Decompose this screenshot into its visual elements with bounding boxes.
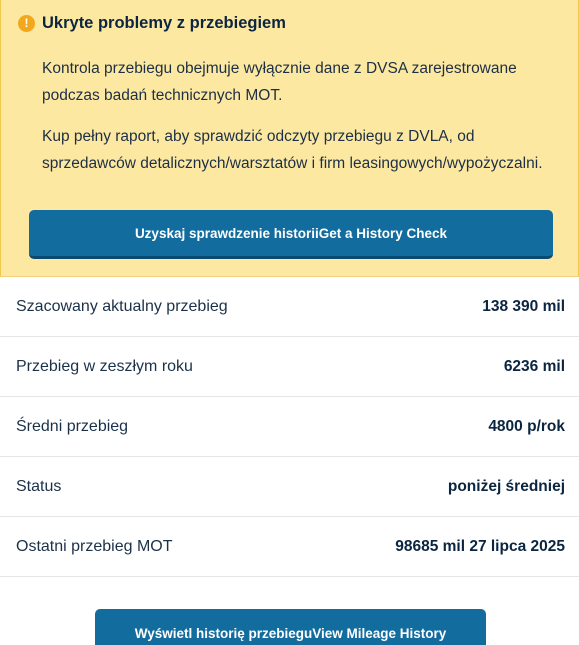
stat-row-last-year-mileage xyxy=(0,337,579,397)
stat-label: Ostatni przebieg MOT xyxy=(16,537,173,555)
stat-row-average-mileage xyxy=(0,397,579,457)
stat-label: Przebieg w zeszłym roku xyxy=(16,357,193,375)
view-mileage-history-button[interactable]: Wyświetl historię przebieguView Mileage History xyxy=(95,609,486,645)
stat-value: 6236 mil xyxy=(503,357,565,375)
stat-value: 4800 p/rok xyxy=(488,417,565,435)
warning-title: Ukryte problemy z przebiegiem xyxy=(42,14,286,32)
stat-label: Średni przebieg xyxy=(16,417,129,435)
stat-label: Status xyxy=(16,477,62,495)
stat-label: Szacowany aktualny przebieg xyxy=(16,297,228,315)
warning-paragraph-dvsa: Kontrola przebiegu obejmuje wyłącznie dane z DVSA zarejestrowane podczas badań technicznych MOT. xyxy=(42,60,517,104)
stat-row-status xyxy=(0,457,579,517)
stat-row-last-mot-mileage xyxy=(0,517,579,577)
stat-value: 98685 mil 27 lipca 2025 xyxy=(395,537,565,555)
stat-value: poniżej średniej xyxy=(447,477,565,495)
stat-row-estimated-mileage xyxy=(0,277,579,337)
mileage-stats-list xyxy=(0,277,579,577)
get-history-check-button[interactable]: Uzyskaj sprawdzenie historiiGet a History Check xyxy=(29,210,553,259)
warning-paragraph-full-report: Kup pełny raport, aby sprawdzić odczyty przebiegu z DVLA, od sprzedawców detalicznych/warsztatów i firm leasingowych/wypożyczalni. xyxy=(42,128,543,172)
hidden-mileage-warning-panel xyxy=(0,0,579,277)
stat-value: 138 390 mil xyxy=(482,297,565,315)
warning-circle-icon: ! xyxy=(18,15,35,32)
